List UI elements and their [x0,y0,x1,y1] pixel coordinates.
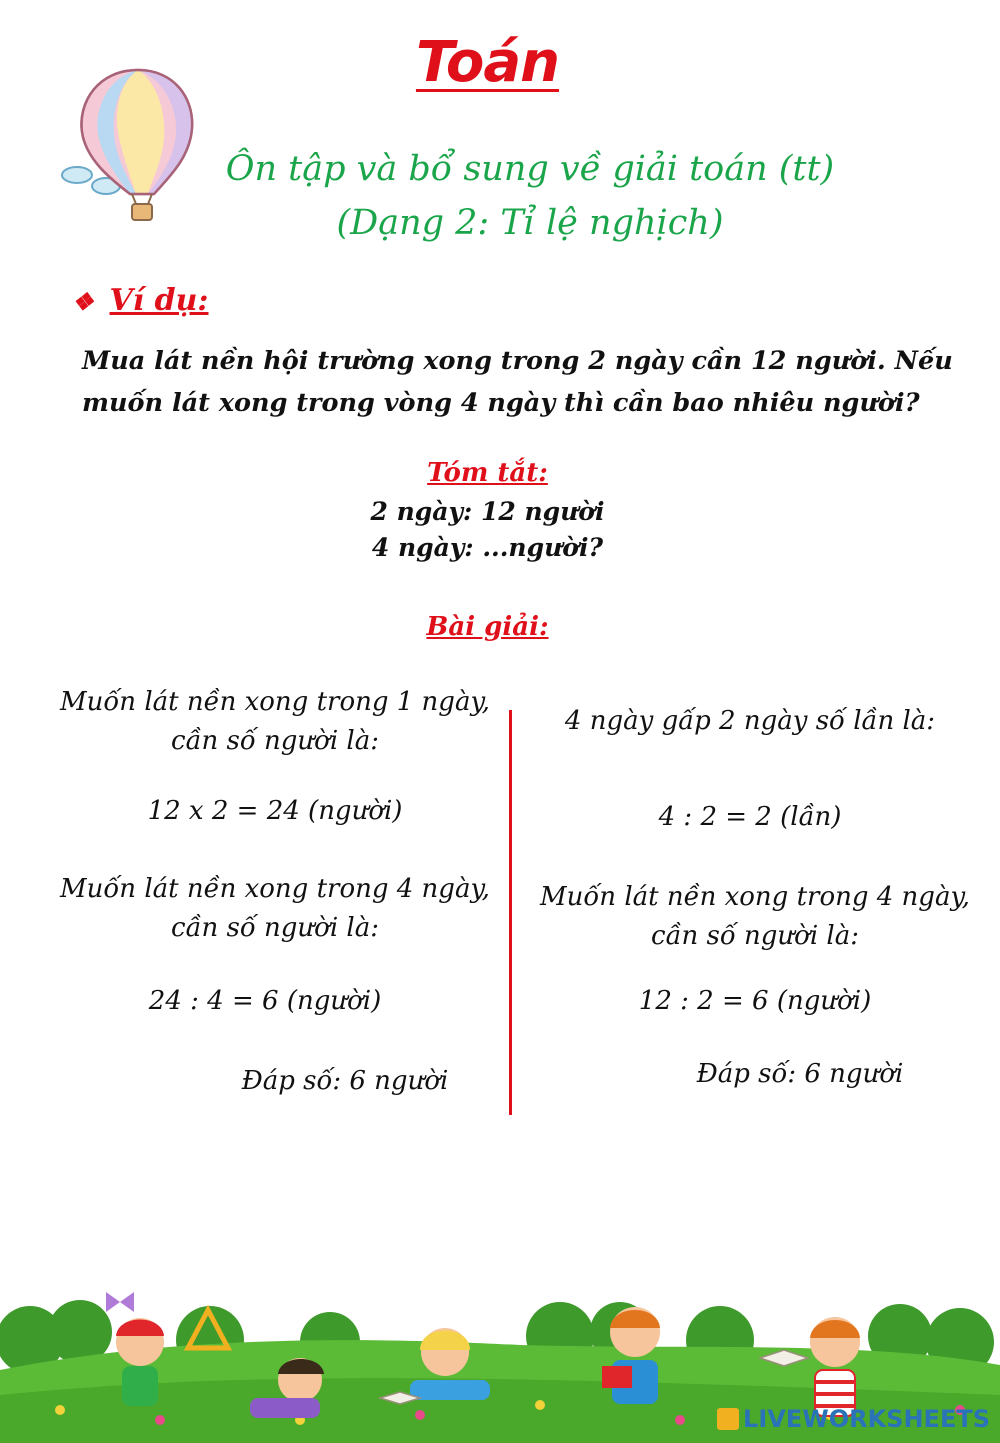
page-title: Toán [415,30,560,95]
example-label: Ví dụ: [109,283,209,318]
solution-label: Bài giải: [426,612,549,642]
solution-heading [0,612,975,642]
diamond-bullet-icon: ❖ [72,287,94,316]
problem-line-2: muốn lát xong trong vòng 4 ngày thì cần bao nhiêu người? [82,388,920,418]
right-answer: Đáp số: 6 người [696,1059,904,1089]
left-calc-1: 12 x 2 = 24 (người) [147,796,403,826]
example-heading [72,283,209,318]
summary-line-1: 2 ngày: 12 người [370,497,605,526]
left-step-1-line-1: Muốn lát nền xong trong 1 ngày, [60,687,490,717]
left-step-1 [40,683,510,761]
liveworksheets-watermark [717,1405,990,1433]
right-step-1: 4 ngày gấp 2 ngày số lần là: [564,706,936,736]
watermark-text: LIVEWORKSHEETS [743,1405,990,1433]
column-divider [509,710,512,1115]
right-step-2-line-1: Muốn lát nền xong trong 4 ngày, [540,882,970,912]
subtitle-line-2: (Dạng 2: Tỉ lệ nghịch) [336,203,724,243]
left-step-2-line-1: Muốn lát nền xong trong 4 ngày, [60,874,490,904]
liveworksheets-logo-icon [717,1408,739,1430]
left-step-2 [40,870,510,948]
right-calc-2: 12 : 2 = 6 (người) [638,986,872,1016]
left-step-1-line-2: cần số người là: [171,726,379,756]
problem-line-1: Mua lát nền hội trường xong trong 2 ngày cần 12 người. Nếu [82,346,953,376]
problem-statement [82,340,962,424]
right-calc-1: 4 : 2 = 2 (lần) [658,802,842,832]
right-step-2 [520,878,990,956]
left-step-2-line-2: cần số người là: [171,913,379,943]
summary-line-2: 4 ngày: ...người? [371,533,604,562]
summary-block [0,455,975,566]
left-calc-2: 24 : 4 = 6 (người) [148,986,382,1016]
subtitle-line-1: Ôn tập và bổ sung về giải toán (tt) [225,149,835,189]
left-answer: Đáp số: 6 người [241,1066,449,1096]
right-step-2-line-2: cần số người là: [651,921,859,951]
summary-label: Tóm tắt: [427,458,548,488]
